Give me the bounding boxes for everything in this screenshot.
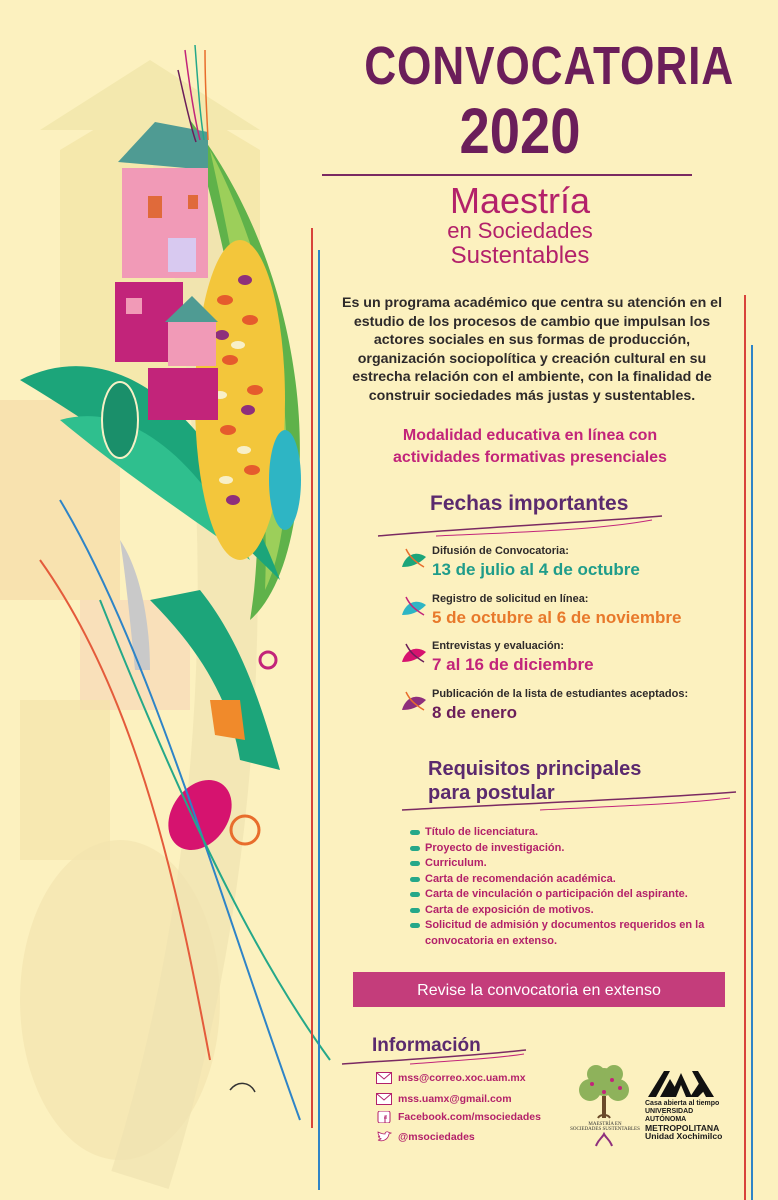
view-full-call-button[interactable]: Revise la convocatoria en extenso xyxy=(353,972,725,1007)
list-item xyxy=(410,903,740,919)
date-item xyxy=(406,545,640,580)
uam-logo xyxy=(646,1067,716,1099)
poster-title: CONVOCATORIA xyxy=(364,36,735,96)
bullet-icon xyxy=(410,892,420,897)
dates-heading-swash xyxy=(376,510,666,540)
uam-line3: Unidad Xochimilco xyxy=(645,1131,723,1141)
envelope-icon xyxy=(376,1093,392,1105)
program-subtitle xyxy=(330,220,710,270)
twitter-icon xyxy=(376,1131,392,1143)
bullet-icon xyxy=(410,877,420,882)
list-item-text: Solicitud de admisión y documentos requeridos en la convocatoria en extenso. xyxy=(425,919,705,947)
mss-tree-logo xyxy=(568,1060,640,1160)
modality-note xyxy=(330,425,730,469)
list-item xyxy=(410,856,740,872)
modality-line1: Modalidad educativa en línea con xyxy=(402,427,658,444)
decorative-line xyxy=(744,295,746,1200)
date-label: Publicación de la lista de estudiantes aceptados: xyxy=(432,688,689,700)
date-item xyxy=(406,593,681,628)
date-item xyxy=(406,688,688,723)
email-contact[interactable] xyxy=(376,1090,512,1108)
program-subtitle-line2: Sustentables xyxy=(450,242,590,269)
bullet-icon xyxy=(410,861,420,866)
list-item-text: Carta de recomendación académica. xyxy=(425,872,616,885)
modality-line2: actividades formativas presenciales xyxy=(393,449,667,466)
info-heading-swash xyxy=(340,1048,530,1068)
requirements-heading-line2: para postular xyxy=(428,782,555,804)
bullet-icon xyxy=(410,908,420,913)
uam-tagline: Casa abierta al tiempo xyxy=(645,1100,720,1107)
facebook-contact[interactable] xyxy=(376,1108,541,1126)
corn-house-illustration xyxy=(0,0,380,1200)
list-item-text: Título de licenciatura. xyxy=(425,826,539,838)
info-heading: Información xyxy=(372,1035,481,1056)
date-label: Registro de solicitud en línea: xyxy=(432,593,589,605)
list-item-text: Carta de vinculación o participación del aspirante. xyxy=(425,888,688,900)
twitter-link[interactable]: @msociedades xyxy=(398,1130,475,1143)
leaf-bullet-icon xyxy=(400,595,428,617)
list-item xyxy=(410,825,740,841)
decorative-line xyxy=(318,250,320,1190)
program-description: Es un programa académico que centra su atención en el estudio de los procesos de cambio que impulsan los actores sociales en sus formas de producción, organización sociopolítica y creación cultural en su estrecha relación con el ambiente, con la finalidad de construir sociedades más justas y sustentables. xyxy=(341,295,723,404)
list-item-text: Proyecto de investigación. xyxy=(425,841,565,854)
list-item-text: Carta de exposición de motivos. xyxy=(425,903,594,916)
email-link[interactable]: mss@correo.xoc.uam.mx xyxy=(398,1071,526,1084)
leaf-bullet-icon xyxy=(400,690,428,712)
mss-logo-line1: MAESTRÍA EN xyxy=(588,1122,622,1127)
dates-heading: Fechas importantes xyxy=(430,492,629,515)
date-value: 5 de octubre al 6 de noviembre xyxy=(432,608,682,627)
list-item-text: Curriculum. xyxy=(425,857,487,869)
date-value: 8 de enero xyxy=(432,703,518,722)
leaf-bullet-icon xyxy=(400,642,428,664)
facebook-link[interactable]: Facebook.com/msociedades xyxy=(398,1110,541,1123)
requirements-list xyxy=(410,825,740,949)
mss-logo-line2: SOCIEDADES SUSTENTABLES xyxy=(570,1127,640,1132)
bullet-icon xyxy=(410,923,420,928)
leaf-bullet-icon xyxy=(400,547,428,569)
email-link[interactable]: mss.uamx@gmail.com xyxy=(398,1092,512,1105)
date-label: Entrevistas y evaluación: xyxy=(432,640,565,652)
list-item xyxy=(410,872,740,888)
divider xyxy=(322,174,692,176)
decorative-line xyxy=(751,345,753,1200)
decorative-line xyxy=(311,228,313,1128)
bullet-icon xyxy=(410,846,420,851)
date-item xyxy=(406,640,594,675)
list-item xyxy=(410,887,740,903)
program-name: Maestría xyxy=(449,180,591,221)
date-value: 13 de julio al 4 de octubre xyxy=(432,560,640,579)
requirements-heading-swash xyxy=(400,788,740,814)
uam-logo-text xyxy=(645,1100,725,1140)
uam-line2: METROPOLITANA xyxy=(645,1123,720,1133)
envelope-icon xyxy=(376,1072,392,1084)
uam-line1: UNIVERSIDAD AUTÓNOMA xyxy=(645,1108,694,1123)
program-subtitle-line1: en Sociedades xyxy=(447,218,593,243)
date-label: Difusión de Convocatoria: xyxy=(432,545,569,557)
mss-logo-text xyxy=(560,1122,650,1132)
date-value: 7 al 16 de diciembre xyxy=(432,655,594,674)
poster-year: 2020 xyxy=(459,95,581,167)
email-contact[interactable] xyxy=(376,1069,526,1087)
twitter-contact[interactable] xyxy=(376,1128,475,1146)
requirements-heading-line1: Requisitos principales xyxy=(428,758,642,780)
facebook-icon xyxy=(376,1111,392,1123)
list-item xyxy=(410,918,740,949)
list-item xyxy=(410,841,740,857)
bullet-icon xyxy=(410,830,420,835)
